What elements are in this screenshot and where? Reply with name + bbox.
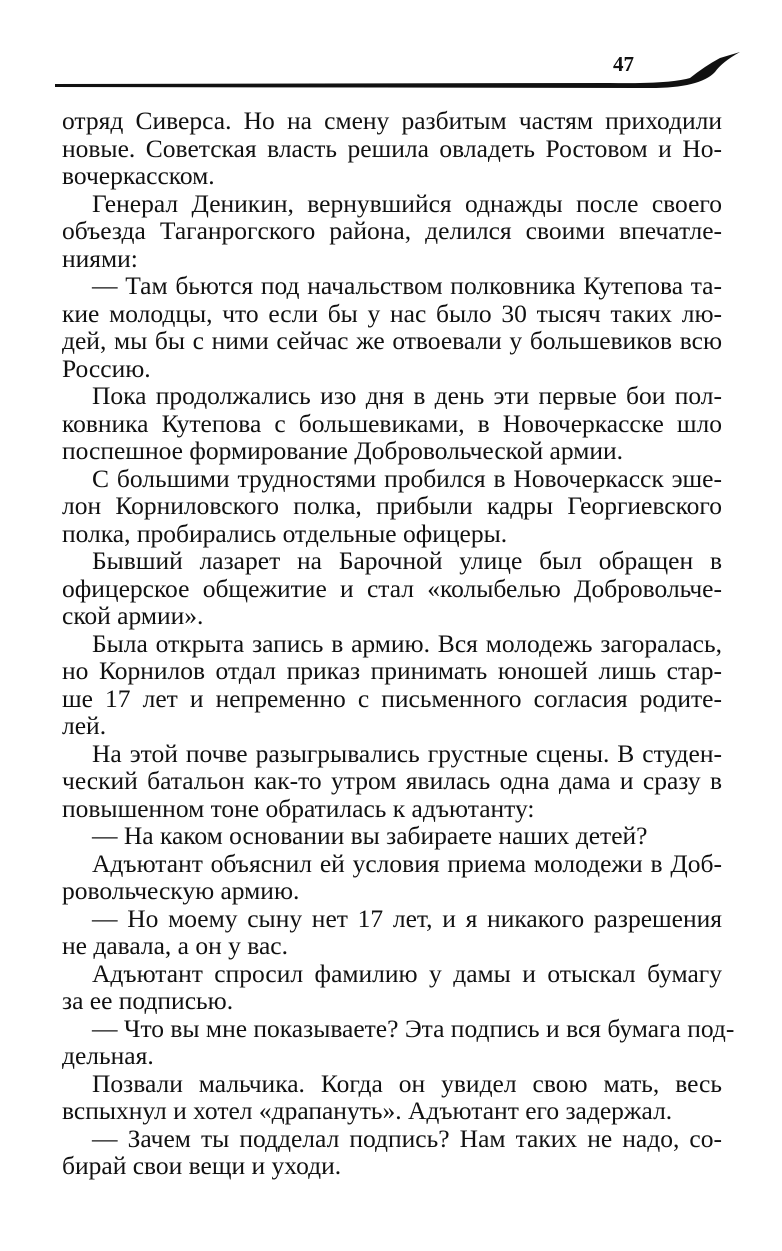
text-line: не давала, а он у вас. (62, 931, 288, 960)
text-line: лон Корниловского полка, прибыли кадры Георгиевского (62, 491, 722, 520)
paragraph (62, 630, 722, 740)
text-line: поспешное формирование Добровольческой армии. (62, 436, 624, 465)
text-line: ковника Кутепова с большевиками, в Новочеркасске шло (62, 408, 722, 438)
paragraph (62, 960, 722, 1015)
text-line: С большими трудностями пробился в Новочеркасск эше- (92, 463, 722, 493)
paragraph (62, 822, 722, 850)
text-line: вспыхнул и хотел «драпануть». Адъютант его задержал. (62, 1096, 673, 1125)
paragraph (62, 107, 722, 190)
text-line: Бывший лазарет на Барочной улице был обращен в (92, 546, 722, 575)
text-line: кие молодцы, что если бы у нас было 30 тысяч таких лю- (62, 298, 722, 328)
paragraph (62, 905, 722, 960)
text-line: бирай свои вещи и уходи. (62, 1151, 342, 1180)
text-line: вочеркасском. (62, 161, 215, 190)
paragraph (62, 547, 722, 630)
text-line: — Но моему сыну нет 17 лет, и я никакого разрешения (92, 903, 722, 933)
paragraph (62, 850, 722, 905)
text-line: повышенном тоне обратилась к адъютанту: (62, 793, 535, 823)
page-number: 47 (613, 52, 634, 76)
text-line: — Зачем ты подделал подпись? Нам таких не надо, со- (92, 1123, 722, 1153)
text-line: ровольческую армию. (62, 876, 300, 905)
text-line: ческий батальон как-то утром явилась одна дама и сразу в (62, 766, 722, 795)
text-line: ской армии». (62, 601, 204, 630)
text-line: ниями: (62, 243, 138, 273)
text-line: Позвали мальчика. Когда он увидел свою мать, весь (92, 1068, 722, 1098)
paragraph (62, 740, 722, 823)
text-line: лей. (62, 711, 107, 740)
paragraph (62, 272, 722, 382)
text-line: Генерал Деникин, вернувшийся однажды после своего (92, 188, 722, 218)
text-line: отряд Сиверса. Но на смену разбитым частям приходили (62, 106, 722, 135)
text-line: полка, пробирались отдельные офицеры. (62, 518, 508, 548)
text-line: дей, мы бы с ними сейчас же отвоевали у большевиков всю (62, 326, 722, 355)
paragraph (62, 190, 722, 273)
text-line: Была открыта запись в армию. Вся молодежь загоралась, (92, 628, 722, 658)
text-line: дельная. (62, 1041, 154, 1070)
paragraph (62, 465, 722, 548)
text-line: ше 17 лет и непременно с письменного согласия родите- (62, 683, 722, 713)
paragraph (62, 1125, 722, 1180)
paragraph (62, 1013, 735, 1070)
text-line: новые. Советская власть решила овладеть Ростовом и Но- (62, 133, 722, 163)
text-line: за ее подписью. (62, 986, 234, 1015)
text-line: Адъютант объяснил ей условия приема молодежи в Доб- (92, 848, 722, 878)
text-line: На этой почве разыгрывались грустные сцены. В студен- (92, 738, 722, 768)
text-line: — Что вы мне показываете? Эта подпись и вся бумага под- (92, 1013, 735, 1043)
text-line: Адъютант спросил фамилию у дамы и отыскал бумагу (92, 958, 722, 988)
text-line: Россию. (62, 353, 151, 383)
text-line: Пока продолжались изо дня в день эти первые бои пол- (92, 381, 722, 410)
text-line: но Корнилов отдал приказ принимать юношей лишь стар- (62, 656, 722, 685)
header-rule-swoosh-icon (50, 40, 740, 100)
paragraph (62, 1070, 722, 1125)
paragraph (62, 382, 722, 465)
body-text (62, 106, 735, 1180)
text-line: — На каком основании вы забираете наших детей? (92, 821, 648, 850)
text-line: объезда Таганрогского района, делился своими впечатле- (62, 216, 722, 245)
running-header (50, 40, 740, 100)
text-line: офицерское общежитие и стал «колыбелью Добровольче- (62, 573, 722, 603)
text-line: — Там бьются под начальством полковника Кутепова та- (92, 271, 722, 300)
